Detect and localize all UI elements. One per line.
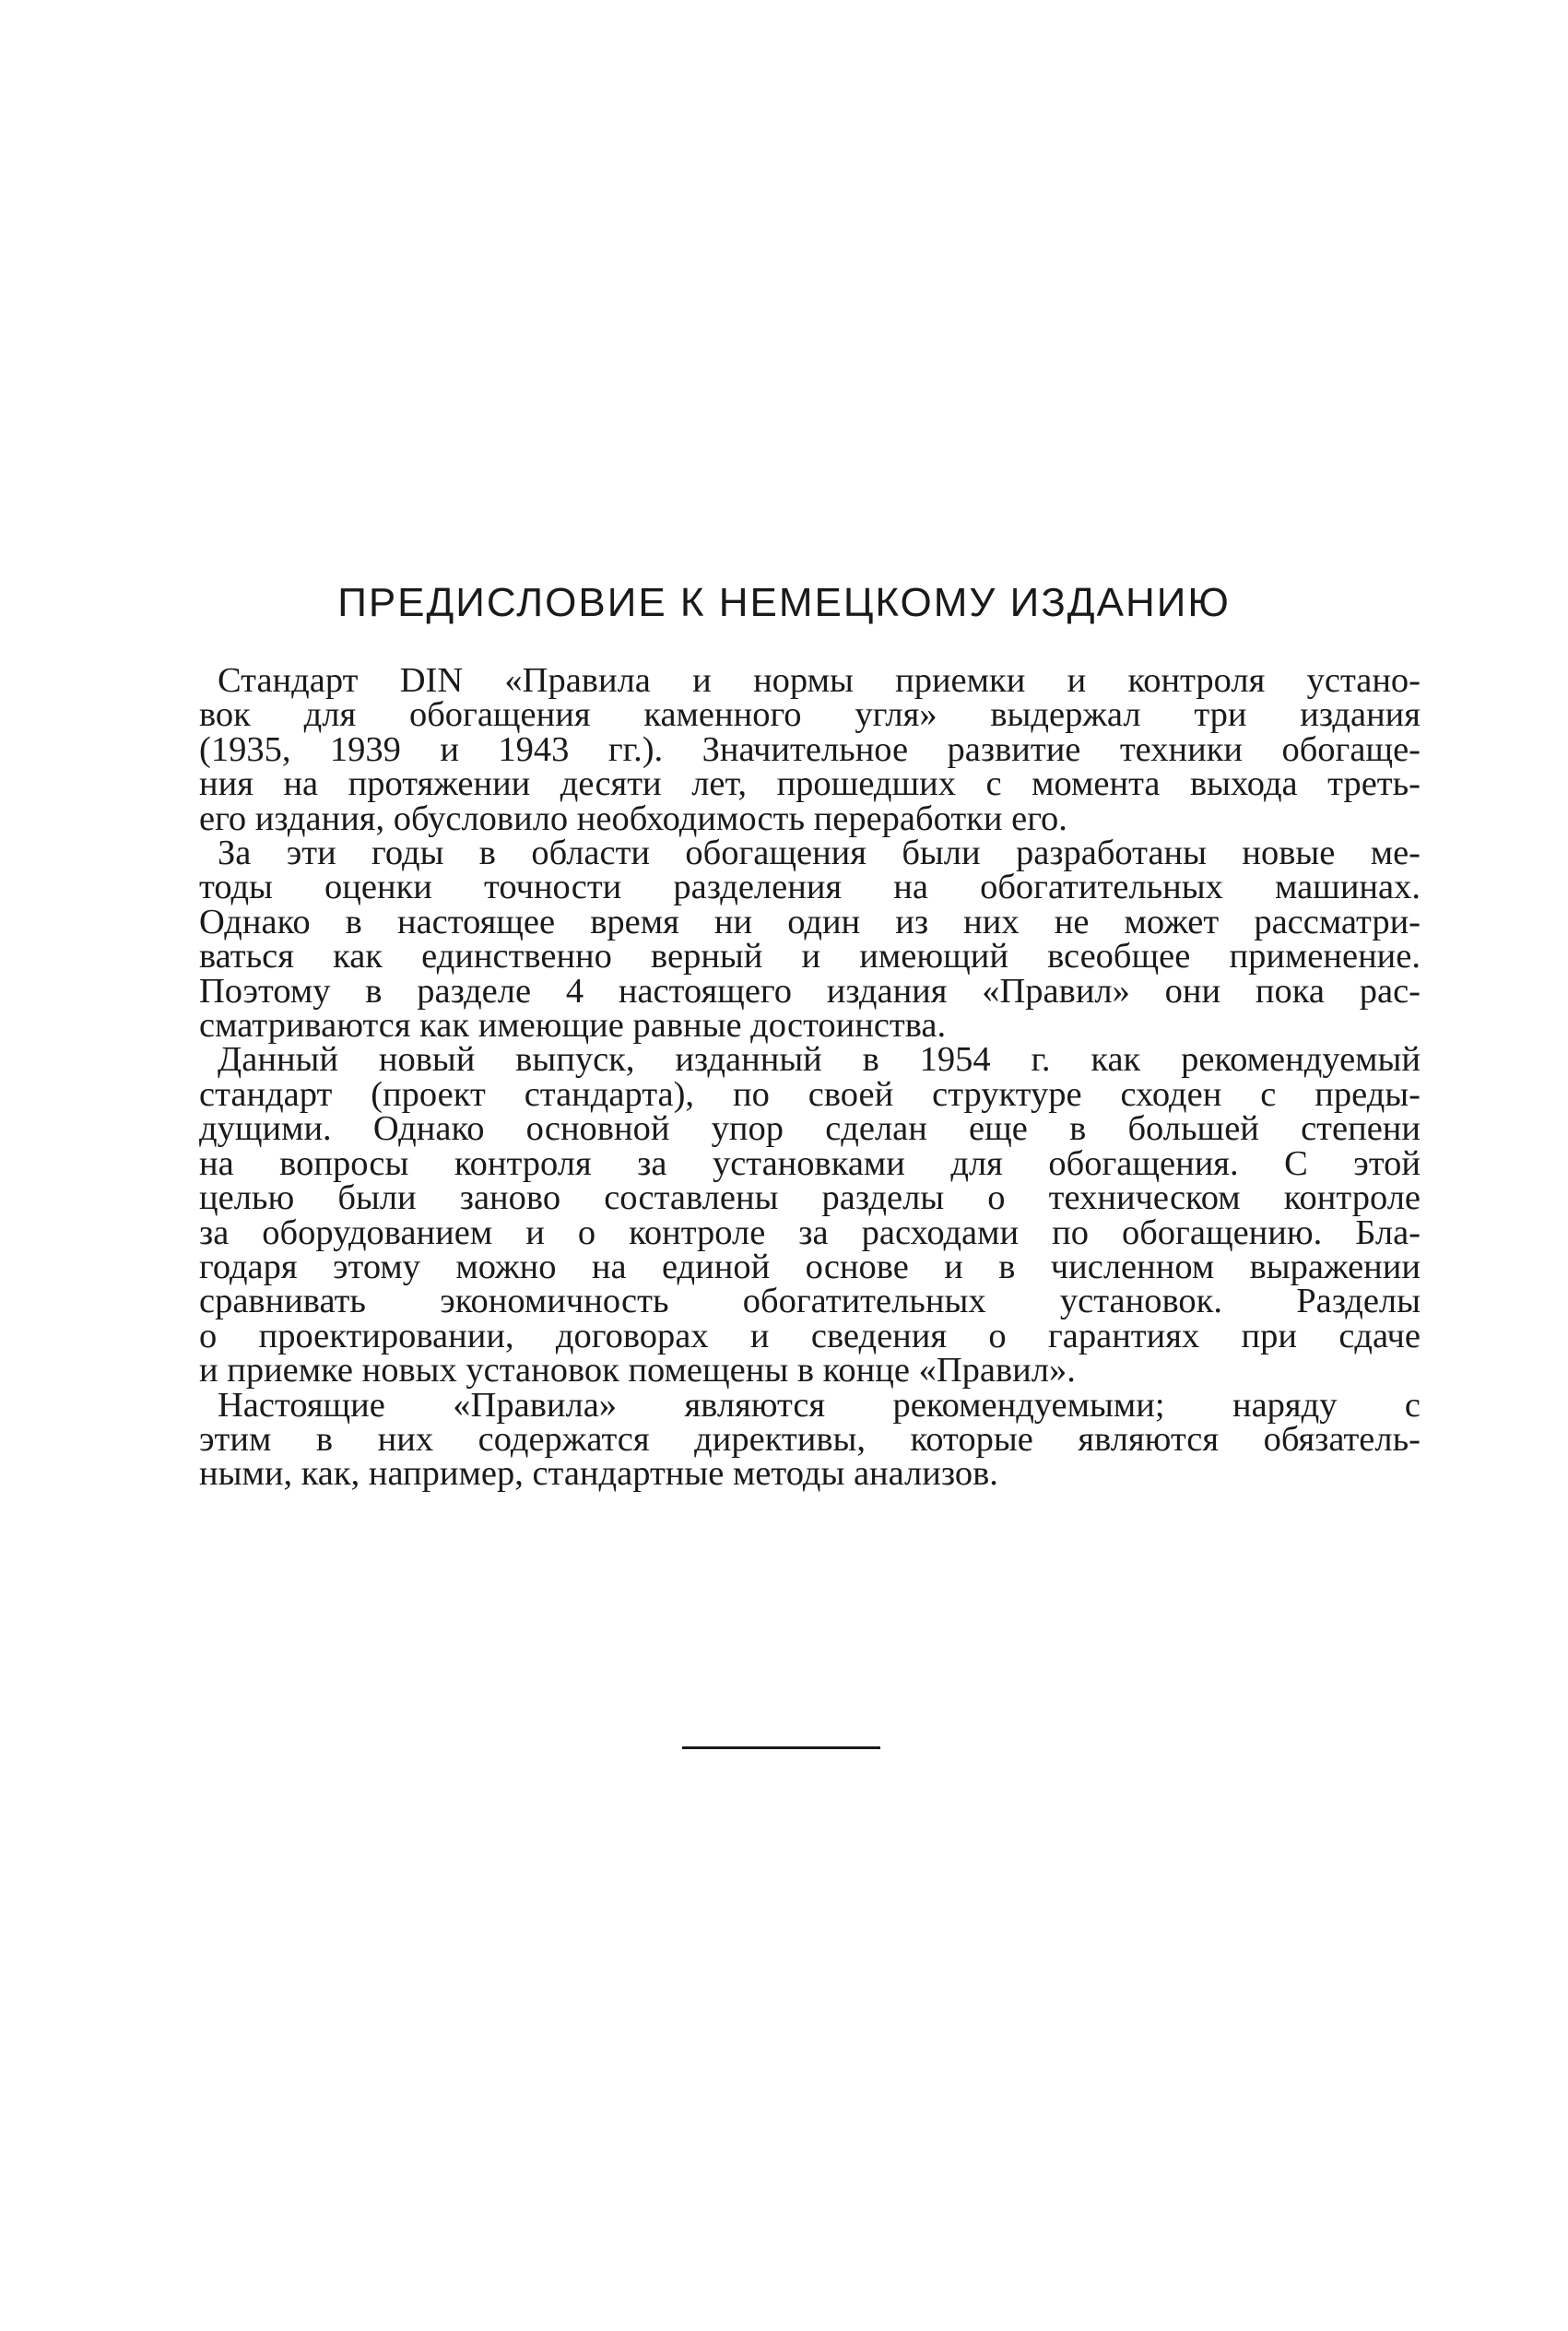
- text-line: ными, как, например, стандартные методы анализов.: [199, 1454, 998, 1494]
- text-line: ния на протяжении десяти лет, прошедших с момента выхода треть-: [199, 764, 1421, 804]
- text-line: (1935, 1939 и 1943 гг.). Значительное развитие техники обогаще-: [199, 729, 1421, 769]
- text-line: ваться как единственно верный и имеющий всеобщее применение.: [199, 937, 1421, 976]
- text-line: и приемке новых установок помещены в конце «Правил».: [199, 1351, 1076, 1390]
- paragraph-4: [199, 1385, 1421, 1494]
- text-line: его издания, обусловило необходимость переработки его.: [199, 799, 1067, 838]
- text-line: Настоящие «Правила» являются рекомендуемыми; наряду с: [218, 1385, 1421, 1425]
- text-line: дущими. Однако основной упор сделан еще в большей степени: [199, 1109, 1421, 1149]
- text-line: Стандарт DIN «Правила и нормы приемки и контроля устано-: [218, 661, 1421, 700]
- text-line: сматриваются как имеющие равные достоинства.: [199, 1006, 947, 1046]
- text-line: годаря этому можно на единой основе и в численном выражении: [199, 1247, 1421, 1286]
- text-line: вок для обогащения каменного угля» выдержал три издания: [199, 695, 1421, 735]
- preface-body: [199, 661, 1421, 1494]
- text-line: на вопросы контроля за установками для обогащения. С этой: [199, 1143, 1421, 1183]
- text-line: целью были заново составлены разделы о техническом контроле: [199, 1178, 1421, 1218]
- paragraph-2: [199, 834, 1421, 1046]
- paragraph-3: [199, 1040, 1421, 1390]
- text-line: Данный новый выпуск, изданный в 1954 г. как рекомендуемый: [218, 1040, 1421, 1080]
- page-title: ПРЕДИСЛОВИЕ К НЕМЕЦКОМУ ИЗДАНИЮ: [337, 580, 1231, 625]
- text-line: стандарт (проект стандарта), по своей структуре сходен с преды-: [199, 1074, 1421, 1114]
- text-line: за оборудованием и о контроле за расходами по обогащению. Бла-: [199, 1213, 1421, 1252]
- text-line: о проектировании, договорах и сведения о гарантиях при сдаче: [199, 1316, 1421, 1355]
- text-line: сравнивать экономичность обогатительных установок. Разделы: [199, 1282, 1421, 1321]
- paragraph-1: [199, 661, 1421, 838]
- text-line: Поэтому в разделе 4 настоящего издания «Правил» они пока рас-: [199, 971, 1421, 1011]
- text-line: Однако в настоящее время ни один из них не может рассматри-: [199, 902, 1421, 941]
- text-line: За эти годы в области обогащения были разработаны новые ме-: [218, 834, 1421, 873]
- text-line: тоды оценки точности разделения на обогатительных машинах.: [199, 868, 1421, 907]
- section-divider: [682, 1746, 880, 1749]
- text-line: этим в них содержатся директивы, которые являются обязатель-: [199, 1419, 1421, 1459]
